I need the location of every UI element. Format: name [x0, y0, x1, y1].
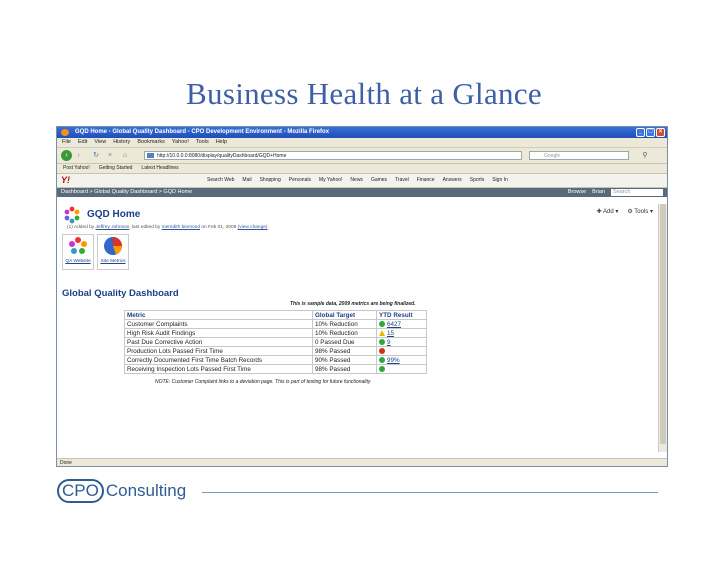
metric-cell: High Risk Audit Findings: [125, 329, 313, 338]
search-input[interactable]: Google: [529, 151, 629, 160]
table-row: [125, 329, 427, 338]
page-title: GQD Home: [87, 209, 141, 220]
yahoo-toolbar: [57, 174, 667, 188]
column-header: Metric: [125, 311, 313, 320]
window-titlebar: [57, 127, 667, 138]
column-header: YTD Result: [377, 311, 427, 320]
table-header-row: [125, 311, 427, 320]
vertical-scrollbar[interactable]: [658, 204, 667, 452]
view-change-link[interactable]: (view change): [237, 225, 268, 230]
result-cell: [377, 356, 427, 365]
status-green-icon: [379, 366, 385, 372]
target-cell: 10% Reduction: [313, 320, 377, 329]
footer-divider: [202, 492, 658, 493]
bookmark-item[interactable]: Latest Headlines: [141, 165, 179, 171]
status-green-icon: [379, 339, 385, 345]
menu-help[interactable]: Help: [215, 139, 228, 145]
yahoo-item[interactable]: News: [350, 177, 363, 183]
home-icon[interactable]: ⌂: [122, 152, 128, 159]
metrics-table: [124, 310, 427, 374]
target-cell: 90% Passed: [313, 356, 377, 365]
page-byline: (1) Added by Jeffrey Johnson, last edited by meredith biemond on Feb 01, 2009 (view change): [67, 225, 268, 230]
result-link[interactable]: 15: [387, 329, 395, 337]
stop-icon[interactable]: ×: [107, 152, 113, 159]
result-cell: [377, 365, 427, 374]
metric-cell: Customer Complaints: [125, 320, 313, 329]
status-red-icon: [379, 348, 385, 354]
metric-cell: Past Due Corrective Action: [125, 338, 313, 347]
yahoo-item[interactable]: Sports: [469, 177, 485, 183]
dashboard-heading: Global Quality Dashboard: [62, 288, 179, 299]
window-title: GQD Home - Global Quality Dashboard - CPO Development Environment - Mozilla Firefox: [75, 129, 330, 135]
status-green-icon: [379, 321, 385, 327]
yahoo-item[interactable]: Sign In: [492, 177, 508, 183]
yahoo-item[interactable]: My Yahoo!: [318, 177, 343, 183]
menu-yahoo[interactable]: Yahoo!: [171, 139, 189, 145]
bookmarks-toolbar: [57, 164, 667, 174]
forward-button[interactable]: ›: [77, 152, 80, 159]
cpo-consulting-logo: [57, 480, 186, 502]
yahoo-item[interactable]: Search Web: [207, 177, 235, 183]
target-cell: 10% Reduction: [313, 329, 377, 338]
yahoo-item[interactable]: Shopping: [259, 177, 281, 183]
result-cell: [377, 329, 427, 338]
firefox-icon: [61, 129, 69, 136]
metric-cell: Correctly Documented First Time Batch Records: [125, 356, 313, 365]
editor-link[interactable]: meredith biemond: [161, 225, 201, 230]
table-row: [125, 347, 427, 356]
qa-website-link[interactable]: QA Website: [62, 234, 94, 270]
table-row: [125, 365, 427, 374]
wiki-search-input[interactable]: Search: [611, 189, 663, 196]
scrollbar-thumb[interactable]: [660, 204, 666, 444]
target-cell: 98% Passed: [313, 365, 377, 374]
user-menu[interactable]: Brian: [592, 189, 605, 195]
site-metrics-link[interactable]: Site Metrics: [97, 234, 129, 270]
browse-menu[interactable]: Browse: [567, 189, 587, 195]
logo-cpo: CPO: [57, 479, 104, 503]
result-cell: [377, 338, 427, 347]
page-content: [57, 204, 661, 452]
metric-cell: Receiving Inspection Lots Passed First Time: [125, 365, 313, 374]
breadcrumb[interactable]: Dashboard > Global Quality Dashboard > GQD Home: [61, 189, 193, 195]
table-row: [125, 338, 427, 347]
quick-links: [62, 234, 129, 270]
page-logo-icon: [63, 206, 81, 224]
bookmark-item[interactable]: Getting Started: [98, 165, 133, 171]
status-green-icon: [379, 357, 385, 363]
result-link[interactable]: 9: [387, 338, 391, 346]
menu-edit[interactable]: Edit: [77, 139, 88, 145]
maximize-button[interactable]: □: [646, 128, 655, 137]
menu-bar: [57, 138, 667, 148]
yahoo-item[interactable]: Mail: [242, 177, 252, 183]
menu-tools[interactable]: Tools: [195, 139, 209, 145]
yahoo-logo-icon[interactable]: Y!: [61, 175, 70, 185]
close-button[interactable]: ×: [656, 128, 665, 137]
yahoo-item[interactable]: Travel: [395, 177, 409, 183]
back-button[interactable]: ‹: [61, 150, 72, 161]
tools-menu[interactable]: ⚙ Tools ▾: [627, 209, 653, 215]
wiki-header: [57, 188, 667, 197]
slide-title: Business Health at a Glance: [186, 76, 542, 111]
result-cell: [377, 347, 427, 356]
qa-website-icon: [64, 235, 92, 257]
menu-file[interactable]: File: [62, 139, 71, 145]
target-cell: 0 Passed Due: [313, 338, 377, 347]
table-footnote: NOTE: Customer Complaint links to a deviation page. This is part of testing for future functionality.: [155, 379, 372, 385]
browser-window: [56, 126, 668, 467]
add-menu[interactable]: ✚ Add ▾: [596, 209, 619, 215]
logo-consulting: Consulting: [105, 481, 187, 500]
result-link[interactable]: 6427: [387, 320, 402, 328]
metric-cell: Production Lots Passed First Time: [125, 347, 313, 356]
status-bar: Done: [57, 458, 667, 466]
status-warning-icon: [379, 330, 385, 336]
reload-icon[interactable]: ↻: [93, 152, 99, 159]
menu-history[interactable]: History: [113, 139, 131, 145]
column-header: Global Target: [313, 311, 377, 320]
yahoo-item[interactable]: Games: [370, 177, 388, 183]
target-cell: 98% Passed: [313, 347, 377, 356]
table-row: [125, 356, 427, 365]
result-link[interactable]: 99%: [387, 356, 400, 364]
minimize-button[interactable]: _: [636, 128, 645, 137]
result-cell: [377, 320, 427, 329]
url-bar[interactable]: http://10.0.0.0:8080/display/qualityDashboard/GQD+Home: [144, 151, 522, 160]
menu-view[interactable]: View: [94, 139, 107, 145]
sample-note: This is sample data, 2009 metrics are being finalized.: [290, 301, 416, 307]
bookmark-item[interactable]: Post Yahoo!: [63, 165, 90, 171]
yahoo-item[interactable]: Personals: [288, 177, 311, 183]
table-row: [125, 320, 427, 329]
yahoo-item[interactable]: Answers: [442, 177, 462, 183]
pie-chart-icon: [99, 235, 127, 257]
navigation-toolbar: [57, 148, 667, 164]
menu-bookmarks[interactable]: Bookmarks: [137, 139, 165, 145]
author-link[interactable]: Jeffrey Johnson: [95, 225, 130, 230]
yahoo-item[interactable]: Finance: [416, 177, 435, 183]
search-icon[interactable]: ⚲: [642, 152, 648, 159]
